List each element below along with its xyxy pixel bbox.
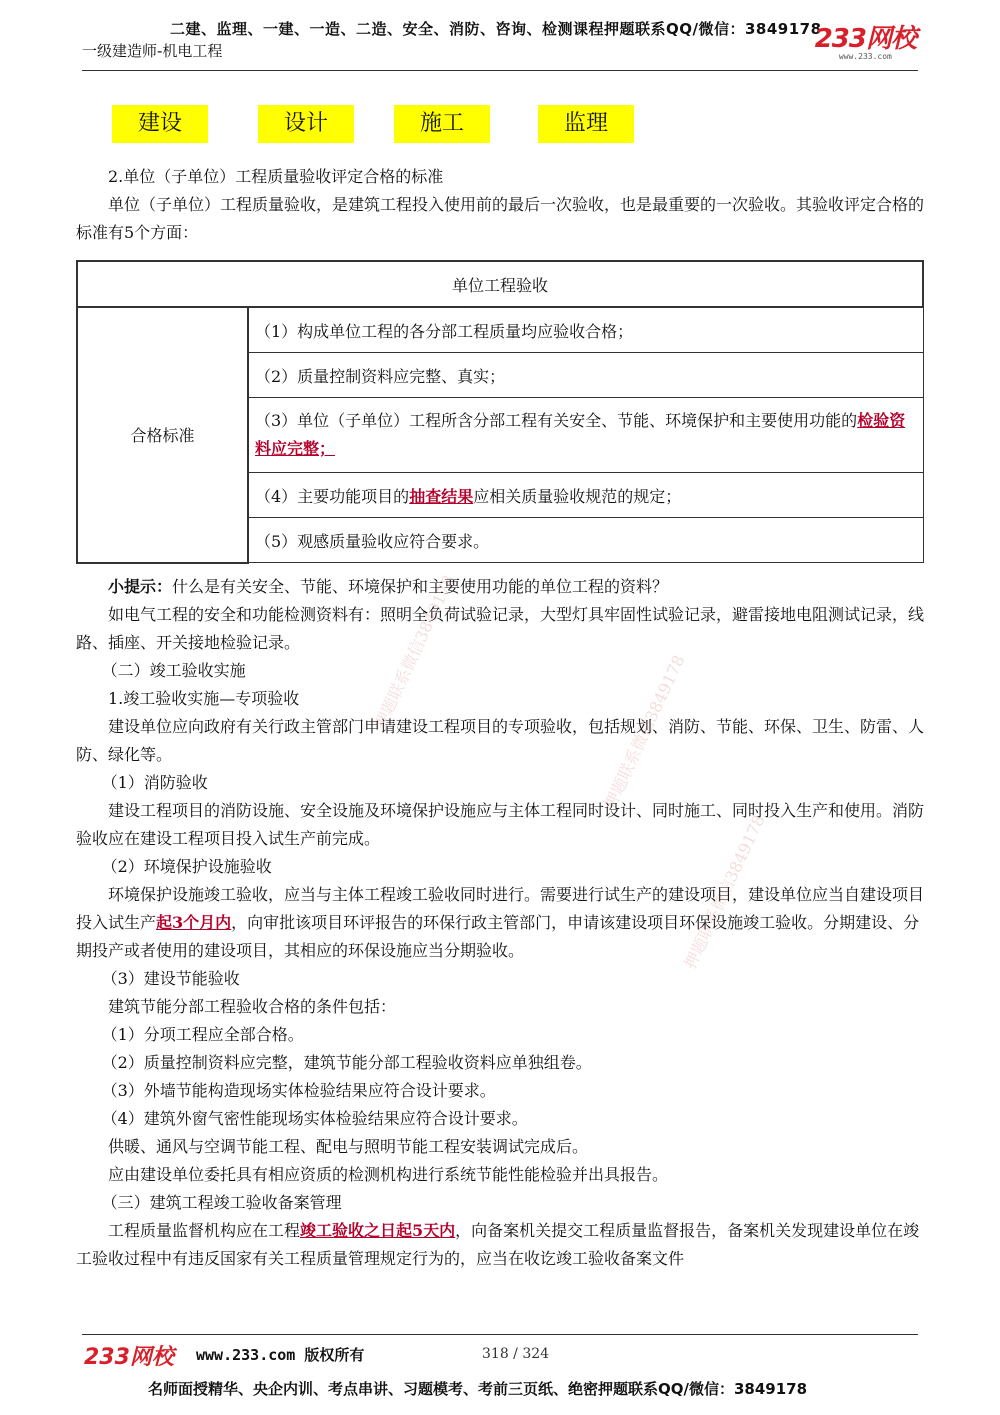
fire-title: （1）消防验收 bbox=[101, 773, 208, 792]
header-divider bbox=[82, 70, 918, 71]
footer-divider bbox=[82, 1334, 918, 1335]
footer-site: www.233.com 版权所有 bbox=[196, 1346, 365, 1364]
highlight-text: 抽查结果 bbox=[409, 486, 474, 506]
tag-construction: 施工 bbox=[394, 105, 490, 143]
footer-logo[interactable]: 233网校 bbox=[84, 1345, 174, 1370]
table-row: （3）单位（子单位）工程所含分部工程有关安全、节能、环境保护和主要使用功能的检验资料应完整； bbox=[248, 398, 923, 473]
highlight-text: 检验资料应完整； bbox=[255, 411, 906, 458]
fire-text: 建设工程项目的消防设施、安全设施及环境保护设施应与主体工程同时设计、同时施工、同时投入生产和使用。消防验收应在建设工程项目投入试生产前完成。 bbox=[76, 801, 925, 848]
energy-title: （3）建设节能验收 bbox=[101, 969, 240, 988]
tip-question: 什么是有关安全、节能、环境保护和主要使用功能的单位工程的资料？ bbox=[172, 577, 669, 596]
env-title: （2）环境保护设施验收 bbox=[101, 857, 272, 876]
energy-item: （1）分项工程应全部合格。 bbox=[101, 1025, 304, 1044]
table-row-label: 合格标准 bbox=[77, 307, 248, 563]
header-logo[interactable] bbox=[815, 26, 916, 61]
role-tags bbox=[0, 105, 1000, 149]
section-2-1-title: 1.竣工验收实施—专项验收 bbox=[108, 689, 300, 708]
logo-url: www.233.com bbox=[838, 52, 892, 61]
energy-after-1: 供暖、通风与空调节能工程、配电与照明节能工程安装调试完成后。 bbox=[108, 1137, 589, 1156]
energy-item: （2）质量控制资料应完整，建筑节能分部工程验收资料应单独组卷。 bbox=[101, 1053, 592, 1072]
tip-detail: 如电气工程的安全和功能检测资料有：照明全负荷试验记录，大型灯具牢固性试验记录，避雷接地电阻测试记录，线路、插座、开关接地检验记录。 bbox=[76, 605, 925, 652]
header-subject: 一级建造师-机电工程 bbox=[82, 42, 223, 60]
energy-after-2: 应由建设单位委托具有相应资质的检测机构进行系统节能性能检验并出具报告。 bbox=[108, 1165, 669, 1184]
energy-item: （4）建筑外窗气密性能现场实体检验结果应符合设计要求。 bbox=[101, 1109, 528, 1128]
section-2-1-text: 建设单位应向政府有关行政主管部门申请建设工程项目的专项验收，包括规划、消防、节能、环保、卫生、防雷、人防、绿化等。 bbox=[76, 717, 925, 764]
footer-promo: 名师面授精华、央企内训、考点串讲、习题模考、考前三页纸、绝密押题联系QQ/微信：3849178 bbox=[148, 1380, 808, 1398]
energy-intro: 建筑节能分部工程验收合格的条件包括： bbox=[108, 997, 397, 1016]
tag-supervision: 监理 bbox=[538, 105, 634, 143]
table-title: 单位工程验收 bbox=[77, 261, 923, 307]
tip-label: 小提示： bbox=[108, 577, 173, 596]
intro-block bbox=[76, 163, 924, 247]
table-row: （2）质量控制资料应完整、真实； bbox=[248, 353, 923, 398]
table-row: （5）观感质量验收应符合要求。 bbox=[248, 518, 923, 563]
section-2-title: （二）竣工验收实施 bbox=[101, 661, 246, 680]
watermark: 押题联系微信3849178 bbox=[370, 572, 459, 732]
page-number: 318 / 324 bbox=[482, 1346, 550, 1362]
energy-item: （3）外墙节能构造现场实体检验结果应符合设计要求。 bbox=[101, 1081, 496, 1100]
intro-paragraph: 单位（子单位）工程质量验收，是建筑工程投入使用前的最后一次验收，也是最重要的一次验收。其验收评定合格的标准有5个方面： bbox=[76, 195, 925, 242]
acceptance-table bbox=[76, 260, 924, 564]
section-3-title: （三）建筑工程竣工验收备案管理 bbox=[101, 1193, 342, 1212]
header-promo: 二建、监理、一建、一造、二造、安全、消防、咨询、检测课程押题联系QQ/微信：3849178 bbox=[170, 20, 822, 38]
highlight-text: 起3个月内 bbox=[156, 913, 232, 932]
body-text: 小提示：什么是有关安全、节能、环境保护和主要使用功能的单位工程的资料？ 如电气工程的安全和功能检测资料有：照明全负荷试验记录，大型灯具牢固性试验记录，避雷接地电阻测试记录，线路、插座、开关接地检验记录。 （二）竣工验收实施 1.竣工验收实施—专项验收 建设单位应向政府有关行政主管部门申请建设工程项目的专项验收，包括规划、消防、节能、环保、卫生、防雷、人防、绿化等。 （1）消防验收 建设工程项目的消防设施、安全设施及环境保护设施应与主体工程同时设计、同时施工、同时投入生产和使用。消防验收应在建设工程项目投入试生产前完成。 （2）环境保护设施验收 环境保护设施竣工验收，应当与主体工程竣工验收同时进行。需要进行试生产的建设项目，建设单位应当自建设项目投入试生产起3个月内，向审批该项目环评报告的环保行政主管部门，申请该建设项目环保设施竣工验收。分期建设、分期投产或者使用的建设项目，其相应的环保设施应当分期验收。 （3）建设节能验收 建筑节能分部工程验收合格的条件包括： （1）分项工程应全部合格。 （2）质量控制资料应完整，建筑节能分部工程验收资料应单独组卷。 （3）外墙节能构造现场实体检验结果应符合设计要求。 （4）建筑外窗气密性能现场实体检验结果应符合设计要求。 供暖、通风与空调节能工程、配电与照明节能工程安装调试完成后。 应由建设单位委托具有相应资质的检测机构进行系统节能性能检验并出具报告。 （三）建筑工程竣工验收备案管理 工程质量监督机构应在工程竣工验收之日起5天内，向备案机关提交工程质量监督报告，备案机关发现建设单位在竣工验收过程中有违反国家有关工程质量管理规定行为的，应当在收讫竣工验收备案文件 bbox=[76, 577, 925, 1268]
watermark: 押题联系微信3849178 bbox=[600, 652, 689, 812]
tag-construction-unit: 建设 bbox=[112, 105, 208, 143]
table-row: （4）主要功能项目的抽查结果应相关质量验收规范的规定； bbox=[248, 473, 923, 518]
highlight-text: 竣工验收之日起5天内 bbox=[300, 1221, 456, 1240]
watermark: 押题联系微信3849178 bbox=[680, 812, 769, 972]
section-title: 2.单位（子单位）工程质量验收评定合格的标准 bbox=[108, 167, 444, 186]
tag-design: 设计 bbox=[258, 105, 354, 143]
table-row: （1）构成单位工程的各分部工程质量均应验收合格； bbox=[248, 307, 923, 353]
logo-text: 233网校 bbox=[814, 24, 916, 54]
